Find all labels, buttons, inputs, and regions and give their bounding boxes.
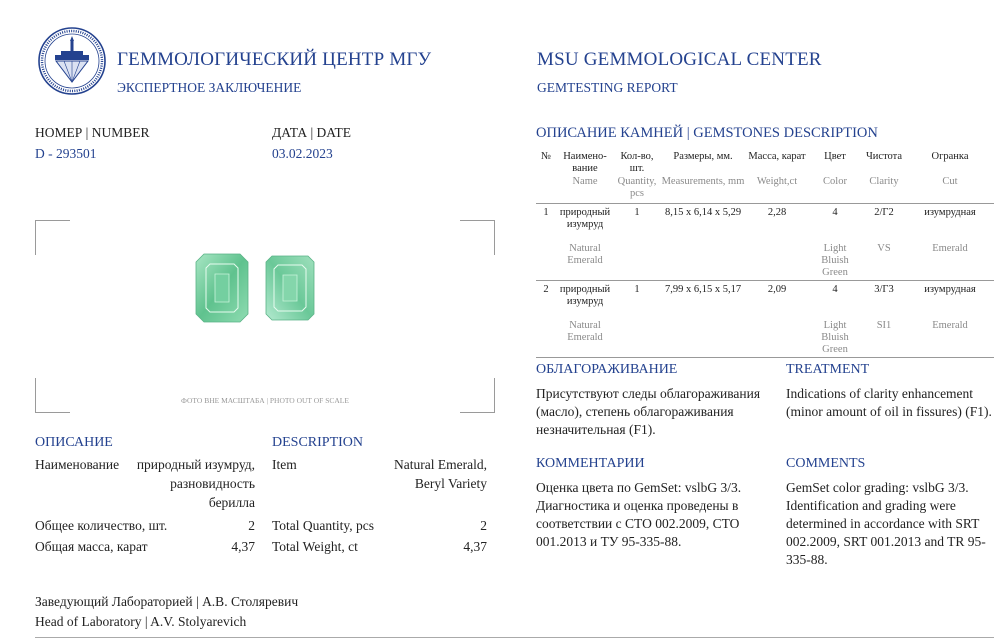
treatment-text-en: Indications of clarity enhancement (minor amount of oil in fissures) (F1). — [786, 386, 992, 419]
quantity-label-ru: Общее количество, шт. — [35, 518, 168, 533]
col-header: Measurements, mm — [661, 176, 745, 187]
col-header — [536, 175, 556, 204]
table-row: 2 природный изумруд 1 7,99 x 6,15 x 5,17 2,09 4 3/Г3 изумрудная — [543, 284, 976, 307]
msu-gemmological-logo — [38, 27, 106, 95]
comments-text-ru: Оценка цвета по GemSet: vslbG 3/3. Диагностика и оценка проведены в соответствии с СТО 002.2009, СТО 001.2013 и ТУ 95-335-88. — [536, 480, 742, 549]
col-header: Масса, карат — [748, 151, 806, 162]
item-value-ru: природный изумруд, разновидность берилла — [136, 457, 255, 510]
gemstones-table — [536, 150, 994, 358]
weight-label-ru: Общая масса, карат — [35, 539, 148, 554]
signature-en: Head of Laboratory | A.V. Stolyarevich — [35, 614, 247, 629]
comments-text-en: GemSet color grading: vslbG 3/3. Identification and grading were determined in accordance with SRT 002.2009, SRT 001.2013 and TR 95-335-88. — [786, 480, 986, 567]
signature-ru: Заведующий Лабораторией | А.В. Столяревич — [35, 594, 299, 609]
item-label-en: Item — [272, 457, 297, 472]
date-label: ДАТА | DATE — [272, 125, 352, 140]
table-row-en: Natural Emerald Light Bluish Green VS Emerald — [536, 242, 994, 281]
comments-heading-en: COMMENTS — [786, 456, 866, 471]
item-label-ru: Наименование — [35, 457, 120, 472]
emerald-stone-1 — [196, 254, 248, 322]
col-header: Огранка — [931, 151, 969, 162]
table-row: 1 природный изумруд 1 8,15 x 6,14 x 5,29 2,28 4 2/Г2 изумрудная — [536, 204, 994, 243]
number-label: НОМЕР | NUMBER — [35, 125, 150, 140]
item-value-en: Natural Emerald, Beryl Variety — [394, 457, 487, 491]
subtitle-ru: ЭКСПЕРТНОЕ ЗАКЛЮЧЕНИЕ — [117, 80, 302, 95]
table-header-en — [536, 175, 994, 204]
number-value: D - 293501 — [35, 146, 97, 161]
col-header: Размеры, мм. — [673, 151, 733, 162]
table-header-ru — [536, 150, 994, 175]
weight-label-en: Total Weight, ct — [272, 539, 358, 554]
col-header: Clarity — [869, 176, 899, 187]
title-en: MSU GEMMOLOGICAL CENTER — [537, 49, 822, 70]
emerald-stone-2 — [266, 256, 314, 320]
col-header: Color — [823, 176, 847, 187]
col-header: Weight,ct — [756, 176, 798, 187]
col-header: № — [540, 151, 552, 162]
col-header: Name — [572, 176, 598, 187]
bottom-divider — [35, 637, 994, 638]
emerald-photo — [190, 248, 322, 328]
quantity-value-ru: 2 — [248, 518, 255, 533]
col-header: Наимено-вание — [563, 151, 607, 174]
photo-caption: ФОТО ВНЕ МАСШТАБА | PHOTO OUT OF SCALE — [181, 396, 349, 405]
table-row-en: Natural Emerald Light Bluish Green SI1 Emerald — [536, 319, 994, 358]
col-header: Цвет — [824, 151, 846, 162]
comments-heading-ru: КОММЕНТАРИИ — [536, 456, 645, 471]
gemstones-heading: ОПИСАНИЕ КАМНЕЙ | GEMSTONES DESCRIPTION — [536, 125, 878, 141]
title-ru: ГЕММОЛОГИЧЕСКИЙ ЦЕНТР МГУ — [117, 49, 432, 70]
date-value: 03.02.2023 — [272, 146, 333, 161]
quantity-label-en: Total Quantity, pcs — [272, 518, 375, 533]
description-heading-ru: ОПИСАНИЕ — [35, 435, 113, 450]
col-header: Кол-во, шт. — [620, 151, 654, 174]
description-heading-en: DESCRIPTION — [272, 435, 364, 450]
col-header: Cut — [942, 176, 958, 187]
treatment-heading-ru: ОБЛАГОРАЖИВАНИЕ — [536, 362, 678, 377]
treatment-heading-en: TREATMENT — [786, 362, 870, 377]
col-header: Чистота — [865, 151, 903, 162]
subtitle-en: GEMTESTING REPORT — [537, 80, 678, 95]
col-header: Quantity, pcs — [617, 176, 657, 199]
weight-value-ru: 4,37 — [231, 539, 255, 554]
treatment-text-ru: Присутствуют следы облагораживания (масло), степень облагораживания незначительная (F1). — [536, 386, 761, 437]
weight-value-en: 4,37 — [463, 539, 487, 554]
quantity-value-en: 2 — [480, 518, 487, 533]
